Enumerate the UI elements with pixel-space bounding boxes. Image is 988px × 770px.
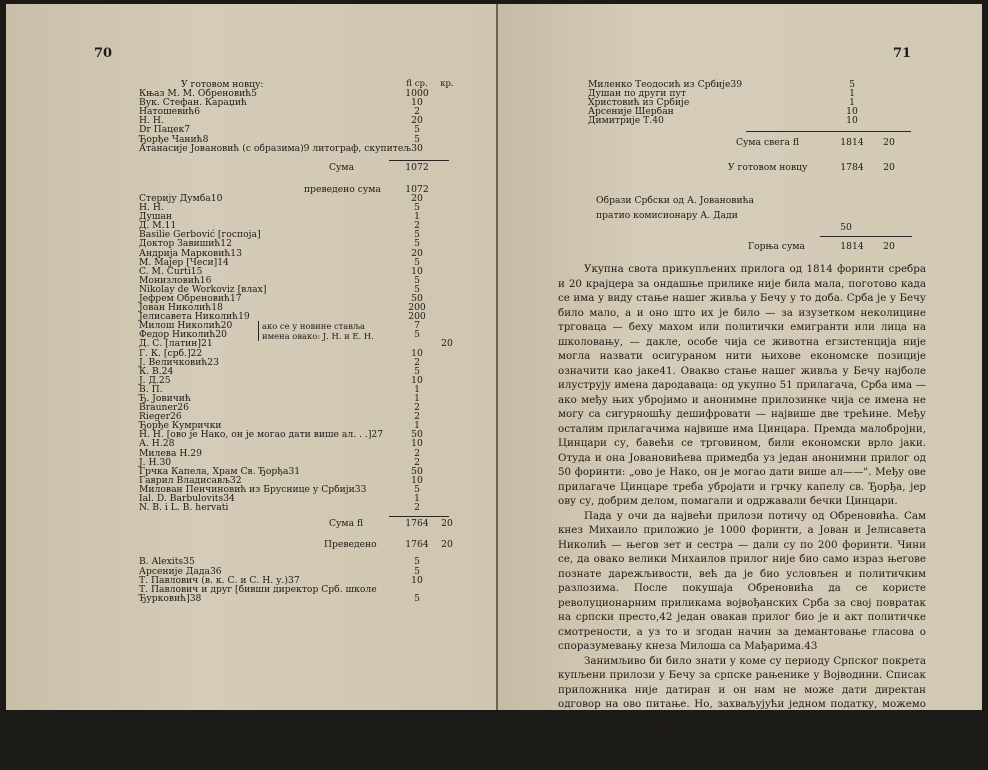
amount-florin: 10 — [411, 265, 423, 277]
amount-florin: 2 — [414, 411, 420, 423]
images-label-line-2: пратио комисионару А. Дади — [596, 209, 738, 221]
subtotal-kreuzer: 20 — [441, 518, 453, 530]
ledger-header-label: У готовом новцу: — [181, 79, 264, 90]
amount-florin: 5 — [414, 592, 420, 604]
donor-name: Милован Пенчиновић из Бруснице у Србији33 — [139, 483, 367, 495]
amount-florin: 10 — [411, 474, 423, 486]
donor-name: Грчка Капела, Храм Св. Ђорђа31 — [139, 465, 301, 477]
ledger-row — [588, 116, 918, 125]
column-kreuzer-header: кр. — [440, 79, 454, 89]
amount-florin: 7 — [414, 320, 420, 332]
amount-florin: 1 — [849, 88, 855, 100]
donor-name: Стерију Думба10 — [139, 192, 223, 204]
amount-florin: 20 — [411, 192, 423, 204]
donor-name: Ial. D. Barbulovits34 — [139, 493, 235, 505]
donor-name: А. Н.28 — [139, 438, 175, 450]
cash-row — [588, 163, 918, 172]
donor-name: Ј. Н.30 — [139, 456, 172, 468]
amount-florin: 5 — [414, 283, 420, 295]
donor-name: Вук. Стефан. Караџић — [139, 97, 247, 109]
amount-florin: 20 — [411, 115, 423, 127]
amount-florin: 10 — [411, 347, 423, 359]
amount-florin: 1 — [414, 383, 420, 395]
donor-name: Ђ. Јовичић — [139, 393, 191, 404]
donor-name: Ђорђе Кумрички — [139, 420, 222, 432]
donor-name: Атанасије Јовановић (с образима)9 литограф, скупитељ — [139, 142, 412, 154]
brace-note: ако се у новине ставља имена овако: Ј. Н. и Е. Н. — [258, 321, 382, 341]
left-page — [6, 4, 496, 710]
carried-row — [139, 540, 469, 549]
subtotal-amount: 1072 — [405, 161, 429, 173]
amount-florin: 10 — [846, 106, 858, 118]
sum-rule — [746, 131, 911, 132]
column-florin-header: fl ср. — [406, 79, 428, 89]
page-number-right: 71 — [893, 46, 912, 61]
amount-florin: 5 — [414, 329, 420, 341]
amount-florin: 10 — [411, 97, 423, 109]
donor-name: Т. Павлович и друг [бивши директор Срб. школе — [139, 583, 377, 595]
donor-name: В. Alexits35 — [139, 556, 195, 568]
donation-ledger — [139, 80, 469, 603]
amount-florin: 5 — [414, 365, 420, 377]
amount-florin: 2 — [414, 502, 420, 514]
amount-florin: 1000 — [405, 88, 429, 100]
donor-name: Ј. Д.25 — [139, 374, 171, 386]
sum-rule — [389, 516, 449, 517]
amount-florin: 2 — [414, 447, 420, 459]
amount-florin: 2 — [414, 402, 420, 414]
donor-name: Brauner26 — [139, 402, 189, 414]
carried-amount: 1072 — [405, 183, 429, 195]
grand-total-kreuzer: 20 — [883, 240, 895, 252]
amount-florin: 5 — [414, 238, 420, 250]
donor-name: Basilie Gerbović [госпоја] — [139, 229, 261, 241]
subtotal-row — [139, 163, 469, 172]
donor-name: Христовић из Србије — [588, 97, 690, 109]
carried-label: Преведено — [324, 539, 377, 551]
donor-name: Милева Н.29 — [139, 447, 202, 459]
donor-name: Гаврил Владисављ32 — [139, 474, 242, 486]
ledger-row — [139, 594, 469, 603]
amount-florin: 1 — [414, 420, 420, 432]
donor-name: Д. М.11 — [139, 220, 177, 232]
donor-name: Душан — [139, 211, 173, 223]
amount-florin: 10 — [411, 574, 423, 586]
amount-florin: 5 — [414, 483, 420, 495]
donor-name: C. M. Curti15 — [139, 265, 203, 277]
grand-total-amount: 1814 — [840, 240, 864, 252]
amount-florin: 200 — [408, 311, 426, 323]
donor-name: Д. С. [латин]21 — [139, 338, 213, 350]
amount-florin: 5 — [414, 229, 420, 241]
donor-name: Nikolay de Workoviz [влах] — [139, 283, 267, 295]
summary-top-items — [588, 80, 918, 125]
ledger-group-2 — [139, 194, 469, 512]
images-amount: 50 — [840, 221, 852, 233]
amount-florin: 5 — [414, 556, 420, 568]
donor-name: Dr Пацек7 — [139, 124, 191, 136]
donor-name: Rieger26 — [139, 411, 182, 423]
donor-name: Арсеније Дада36 — [139, 565, 222, 577]
amount-florin: 2 — [414, 356, 420, 368]
ledger-group-3 — [139, 557, 469, 602]
donor-name: Јелисавета Николић19 — [139, 311, 250, 323]
amount-florin: 10 — [411, 438, 423, 450]
donor-name: Милош Николић20 — [139, 320, 233, 332]
amount-florin: 5 — [414, 274, 420, 286]
donor-name: Арсеније Шербан — [588, 106, 674, 118]
ledger-group-1 — [139, 89, 469, 153]
amount-florin: 30 — [411, 142, 423, 154]
subtotal-amount: 1764 — [405, 518, 429, 530]
donor-name: Г. К. [срб.]22 — [139, 347, 203, 359]
donor-name: Димитрије Т.40 — [588, 115, 664, 127]
paragraph-3: Занимљиво би било знати у коме су периоду Српског покрета купљени прилози у Бечу за српске рањенике у Војводини. Списак приложника није датиран и он нам не може дати директан одговор на ово питање. Но, захваљујући једном податку, можемо ипак са сигурношћу одредити ово време. Тај податак је име Јелисавете Николић, млађе кћери кнеза Милоша, у списку приложника. Када се зна да је она умрла 23 септембра 1848 год.,44 онда је извесно да су прилози купљени пре овога датума. — [558, 654, 926, 768]
amount-florin: 1 — [849, 97, 855, 109]
sum-rule — [389, 160, 449, 161]
donor-name: М. Мајер [Чеси]14 — [139, 256, 229, 268]
ledger-row — [139, 503, 469, 512]
amount-florin: 5 — [414, 565, 420, 577]
donor-name: Н. Н. — [139, 202, 164, 214]
images-row-1 — [588, 196, 918, 205]
amount-florin: 200 — [408, 302, 426, 314]
donor-name: В. П. — [139, 383, 163, 395]
paragraph-1: Укупна свота прикупљених прилога од 1814 форинти сребра и 20 крајцера за ондашње прилике није била мала, поготово када се има у виду стање нашег живља у Бечу у то доба. Срба је у Бечу било мало, а и оно што их је било — за изузетком неколицине трговаца — беху махом или политички емигранти или лица на школовању, — дакле, особе чија се животна егзистенција није могла назвати осигураном нити њихове економске позиције означити као јаке41. Овакво стање нашег живља у Бечу најболе илуструју имена дародаваца: од укупно 51 прилагача, Срба има — ако међу њих убројимо и анонимне прилозинке чија се имена не могу са сигурношћу дешифровати — највише две трећине. Међу осталим прилагачима највише има Цинцара. Премда малобројни, Цинцари су, бавећи се трговином, били економски врло јаки. Отуда и она Јовановићева примедба уз један анонимни прилог од 50 форинти: „ово је Нако, он је могао дати више ал——". Међу ове прилагаче Цинцаре треба убројати и грчку капелу св. Ђорђа, јер ову су, добрим делом, помагали и одржавали бечки Цинцари. — [558, 263, 926, 507]
page-number-left: 70 — [94, 46, 113, 61]
amount-florin: 1 — [414, 211, 420, 223]
subtotal-label: Сума fl — [329, 518, 364, 530]
amount-florin: 1 — [414, 493, 420, 505]
donor-name: Доктор Завишић12 — [139, 238, 232, 250]
right-page — [498, 4, 982, 768]
subtotal-label: Сума — [329, 161, 355, 173]
grand-total-label: Горња сума — [748, 240, 805, 252]
amount-florin: 2 — [414, 106, 420, 118]
carried-amount: 1764 — [405, 539, 429, 551]
amount-florin: 10 — [846, 115, 858, 127]
amount-florin: 10 — [411, 374, 423, 386]
donor-name: Душан по други пут — [588, 88, 686, 100]
images-row-2 — [588, 211, 918, 220]
amount-kreuzer: 20 — [441, 338, 453, 350]
donor-name: Јован Николић18 — [139, 302, 223, 314]
sum-rule — [820, 236, 912, 237]
amount-florin: 50 — [411, 429, 423, 441]
donor-name: Миленко Теодосић из Србије39 — [588, 79, 743, 90]
amount-florin: 5 — [414, 256, 420, 268]
paragraph-2: Пада у очи да највећи прилози потичу од Обреновића. Сам кнез Михаило приложио је 1000 форинти, а Јован и Јелисавета Николић — његов зет и сестра — дали су по 200 форинти. Чини се, да овако велики Михаилов прилог није био само израз његове познате дарежљивости, већ да је био условљен и политичким разлозима. После покушаја Обреновића да се користе револуционарним приликама војвођанских Срба за свој повратак на српски престо,42 један овакав прилог био је и акт политичке смотрености, а уз то и згодан начин за демантовање гласова о споразумевању кнеза Милоша са Мађарима.43 — [558, 509, 926, 652]
images-label-line-1: Образи Србски од А. Јовановића — [596, 194, 754, 206]
donor-name: Т. Павлович (в. к. С. и С. Н. у.)37 — [139, 574, 300, 586]
grand-total-row — [588, 242, 918, 251]
donor-name: N. B. i L. B. hervati — [139, 502, 229, 514]
donor-name: Јефрем Обреновић17 — [139, 292, 242, 304]
amount-florin: 50 — [411, 292, 423, 304]
donor-name: Н. Н. — [139, 115, 164, 127]
amount-florin: 2 — [414, 220, 420, 232]
donor-name: Ђурковић]38 — [139, 592, 202, 604]
total-all-kreuzer: 20 — [883, 137, 895, 149]
amount-florin: 1 — [414, 393, 420, 404]
amount-florin: 5 — [414, 124, 420, 136]
donor-name: Ј. Величковић23 — [139, 356, 219, 368]
body-text — [558, 262, 926, 770]
amount-florin: 5 — [849, 79, 855, 90]
images-amount-row — [588, 223, 918, 232]
amount-florin: 50 — [411, 465, 423, 477]
amount-florin: 5 — [414, 202, 420, 214]
donor-name: Федор Николић20 — [139, 329, 228, 341]
cash-amount: 1784 — [840, 161, 864, 173]
donation-summary — [588, 80, 918, 251]
amount-florin: 20 — [411, 247, 423, 259]
carried-kreuzer: 20 — [441, 539, 453, 551]
donor-name: Књаз М. М. Обреновић5 — [139, 88, 258, 100]
ledger-row — [139, 144, 469, 153]
donor-name: Монизловић16 — [139, 274, 212, 286]
cash-kreuzer: 20 — [883, 161, 895, 173]
carried-label: преведено сума — [304, 183, 381, 195]
donor-name: Ђорђе Чанић8 — [139, 133, 209, 145]
donor-name: Натошевић6 — [139, 106, 201, 118]
donor-name: Н. Н. [ово је Нако, он је могао дати више ал. . .]27 — [139, 429, 384, 441]
total-all-label: Сума свега fl — [736, 137, 800, 149]
total-all-amount: 1814 — [840, 137, 864, 149]
cash-label: У готовом новцу — [728, 161, 808, 173]
amount-florin: 2 — [414, 456, 420, 468]
donor-name: К. В.24 — [139, 365, 174, 377]
total-all-row — [588, 138, 918, 147]
amount-florin: 5 — [414, 133, 420, 145]
subtotal-row — [139, 519, 469, 528]
donor-name: Андрија Марковић13 — [139, 247, 242, 259]
